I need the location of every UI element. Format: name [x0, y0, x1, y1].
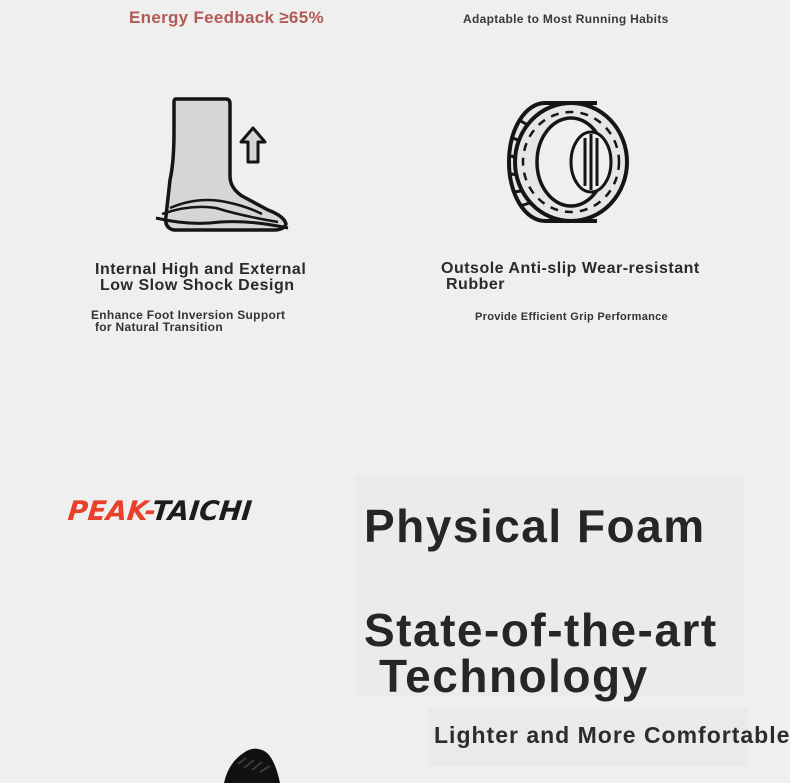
brand-logo-taichi: TAICHI	[150, 496, 254, 527]
hero-title-line1: Physical Foam	[364, 500, 706, 552]
feature-1-subtitle-line2: for Natural Transition	[95, 320, 223, 334]
feature-2-title-line1: Outsole Anti-slip Wear-resistant	[441, 260, 700, 277]
energy-feedback-text: Energy Feedback ≥65%	[129, 8, 324, 27]
tire-icon	[505, 98, 633, 226]
feature-2-subtitle: Provide Efficient Grip Performance	[475, 311, 668, 323]
brand-logo	[66, 496, 253, 528]
hero-title-line2: State-of-the-art	[364, 604, 718, 656]
feature-1-subtitle-line1: Enhance Foot Inversion Support	[91, 308, 286, 322]
shoe-lift-icon	[150, 92, 298, 234]
adaptable-text: Adaptable to Most Running Habits	[463, 12, 669, 26]
hero-subtitle: Lighter and More Comfortable	[434, 722, 790, 748]
shoe-image-partial	[218, 744, 288, 783]
brand-logo-peak: PEAK-	[66, 496, 154, 527]
feature-1-title-line1: Internal High and External	[95, 261, 307, 278]
feature-2-title-line2: Rubber	[446, 276, 505, 293]
hero-title-line3: Technology	[379, 650, 649, 702]
feature-1-title-line2: Low Slow Shock Design	[100, 277, 295, 294]
